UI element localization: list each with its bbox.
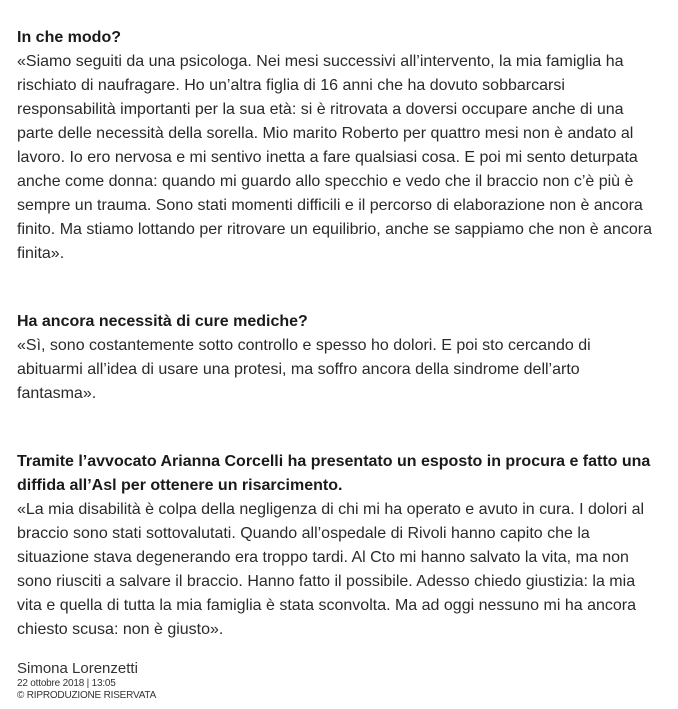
question-3: Tramite l’avvocato Arianna Corcelli ha presentato un esposto in procura e fatto una diffida all’Asl per ottenere un risarcimento. (17, 453, 651, 494)
author-name: Simona Lorenzetti (17, 660, 138, 677)
answer-3: «La mia disabilità è colpa della negligenza di chi mi ha operato e avuto in cura. I dolori al braccio sono stati sottovalutati. Quando all’ospedale di Rivoli hanno capito che la situazione stava degenerando era troppo tardi. Al Cto mi hanno salvato la vita, ma non sono riusciti a salvare il braccio. Hanno fatto il possibile. Adesso chiedo giustizia: la mia vita e quella di tutta la mia famiglia è stata sconvolta. Ma ad oggi nessuno mi ha ancora chiesto scusa: non è giusto». (17, 501, 645, 638)
article-body (17, 26, 657, 642)
qa-block-1 (17, 26, 657, 266)
answer-1: «Siamo seguiti da una psicologa. Nei mesi successivi all’intervento, la mia famiglia ha rischiato di naufragare. Ho un’altra figlia di 16 anni che ha dovuto sobbarcarsi responsabilità importanti per la sua età: si è ritrovata a doversi occupare anche di una parte delle necessità della sorella. Mio marito Roberto per quattro mesi non è andato al lavoro. Io ero nervosa e mi sentivo inetta a fare qualsiasi cosa. E poi mi sento deturpata anche come donna: quando mi guardo allo specchio e vedo che il braccio non c’è più è sempre un trauma. Sono stati momenti difficili e il percorso di elaborazione non è ancora finito. Ma stiamo lottando per ritrovare un equilibrio, anche se sappiamo che non è ancora finita». (17, 53, 653, 262)
qa-block-3 (17, 450, 657, 642)
question-1: In che modo? (17, 29, 121, 46)
qa-block-2 (17, 310, 657, 406)
publish-date: 22 ottobre 2018 | 13:05 (17, 678, 116, 689)
answer-2: «Sì, sono costantemente sotto controllo e spesso ho dolori. E poi sto cercando di abituarmi all’idea di usare una protesi, ma soffro ancora della sindrome dell’arto fantasma». (17, 337, 591, 402)
copyright-notice: © RIPRODUZIONE RISERVATA (17, 690, 157, 701)
byline (17, 660, 657, 702)
question-2: Ha ancora necessità di cure mediche? (17, 313, 308, 330)
